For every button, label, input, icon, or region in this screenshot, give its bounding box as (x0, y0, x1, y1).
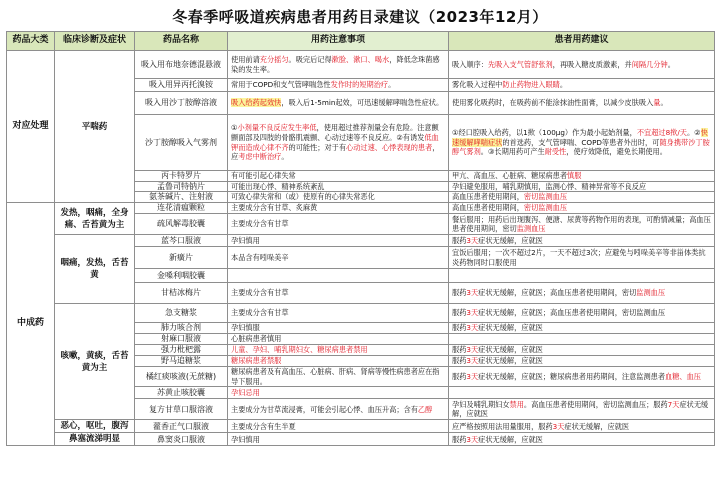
text-segment: 3天 (466, 308, 479, 318)
text-segment: 。高血压患者使用期间，密切监测血压；服药 (523, 399, 668, 409)
text-segment: 主要成分为甘草流浸膏，可能会引起心悸、血压升高；含有 (231, 404, 418, 414)
drug-name-cell: 肺力咳合剂 (135, 323, 228, 334)
notes-cell (228, 203, 449, 214)
notes-cell (228, 269, 449, 283)
text-segment: 的可能性；对于有 (288, 142, 347, 152)
text-segment: 服药 (452, 323, 467, 333)
text-segment: 。 (281, 152, 289, 162)
text-segment: 的首选药，支气管哮喘、COPD等患者外出时，可 (502, 137, 660, 147)
text-segment: 快速缓解哮喘症状 (452, 128, 708, 147)
drug-name-cell: 射麻口服液 (135, 334, 228, 345)
notes-cell (228, 420, 449, 433)
drug-name-cell: 丙卡特罗片 (135, 171, 228, 182)
text-segment: 。 (559, 80, 568, 90)
advice-cell (449, 192, 715, 203)
text-segment: 3天 (466, 288, 479, 298)
text-segment: 3天 (466, 323, 479, 333)
advice-cell (449, 304, 715, 323)
notes-cell (228, 171, 449, 182)
drug-name-cell: 苏黄止咳胶囊 (135, 387, 228, 399)
advice-cell (449, 235, 715, 247)
text-segment: 。② (686, 128, 701, 138)
drug-name-cell: 强力枇杷露 (135, 345, 228, 356)
text-segment: 高血压患者使用期间， (452, 203, 524, 213)
text-segment: 应严格按照用法用量服用，服药 (452, 421, 553, 431)
medication-table (6, 31, 715, 446)
text-segment: 本品含有吲哚美辛 (231, 252, 289, 262)
text-segment: 。 (660, 98, 668, 108)
text-segment: 漱脸、漱口、喝水 (331, 54, 390, 64)
text-segment: 症状无缓解，应就医 (478, 356, 543, 366)
advice-cell (449, 433, 715, 446)
text-segment: 孕妇忌用 (231, 388, 260, 398)
text-segment: ，使用超过推荐剂量会有危险。注意颤颤面部及四肢的骨骼肌震颤、心动过速等不良反应。 (231, 123, 439, 142)
text-segment: 症状无缓解，应就医 (478, 235, 543, 245)
advice-cell (449, 214, 715, 235)
text-segment: ①经口腔吸入给药，以1揿（100μg）作为最小起始剂量， (452, 128, 637, 138)
text-segment: 服药 (452, 371, 467, 381)
advice-cell (449, 51, 715, 79)
text-segment: 服药 (452, 345, 467, 355)
advice-cell (449, 334, 715, 345)
text-segment: 主要成分含有生半夏 (231, 421, 296, 431)
drug-name-cell: 连花清瘟颗粒 (135, 203, 228, 214)
text-segment: ②有诱发 (396, 132, 425, 142)
text-segment: 症状无缓解，应就医 (478, 345, 543, 355)
text-segment: 充分摇匀 (259, 54, 289, 64)
drug-name-cell: 孟鲁司特钠片 (135, 181, 228, 192)
text-segment: 宜饭后服用；一次不超过2片，一天不超过3次；应避免与吲哚美辛等非甾体类抗炎药物同时口服使用 (452, 248, 706, 267)
text-segment: 孕妇慎用 (231, 434, 260, 444)
text-segment: 主要成分含有甘草 (231, 288, 289, 298)
text-segment: 。 (388, 80, 396, 90)
drug-name-cell: 鼻窦炎口服液 (135, 433, 228, 446)
advice-cell (449, 171, 715, 182)
notes-cell (228, 433, 449, 446)
advice-cell (449, 203, 715, 214)
text-segment: 小剂量不良反应发生率低 (237, 123, 317, 133)
text-segment: ① (231, 123, 238, 133)
notes-cell (228, 214, 449, 235)
text-segment: 防止药物进入眼睛 (502, 80, 560, 90)
text-segment: 。吸完后记得 (288, 54, 332, 64)
text-segment: 。 (667, 59, 675, 69)
text-segment: 服药 (452, 235, 467, 245)
drug-name-cell: 氨茶碱片、注射液 (135, 192, 228, 203)
category-cell: 中成药 (7, 203, 55, 446)
diagnosis-cell: 咽痛，发热，舌苔黄 (55, 235, 135, 304)
notes-cell (228, 367, 449, 387)
text-segment: 症状无缓解，应就医 (452, 399, 709, 419)
text-segment: 血糖、血压 (665, 371, 701, 381)
text-segment: 有可能引起心律失常 (231, 171, 296, 180)
notes-cell (228, 356, 449, 367)
diagnosis-cell: 鼻塞流涕明显 (55, 433, 135, 446)
header-diagnosis: 临床诊断及症状 (55, 32, 135, 51)
advice-cell (449, 420, 715, 433)
notes-cell (228, 387, 449, 399)
text-segment: 3天 (466, 235, 479, 245)
text-segment: 心脏病患者慎用 (231, 334, 282, 344)
header-advice: 患者用药建议 (449, 32, 715, 51)
text-segment: 症状无缓解，应就医 (564, 421, 630, 431)
notes-cell (228, 115, 449, 171)
text-segment: 高血压患者使用期间， (452, 192, 524, 202)
text-segment: 服药 (452, 308, 467, 318)
header-row (7, 32, 715, 51)
drug-name-cell: 复方甘草口服溶液 (135, 399, 228, 420)
notes-cell (228, 235, 449, 247)
advice-cell (449, 181, 715, 192)
advice-cell (449, 345, 715, 356)
diagnosis-cell: 咳嗽，黄痰，舌苔黄为主 (55, 304, 135, 420)
diagnosis-cell: 恶心，呕吐，腹泻 (55, 420, 135, 433)
advice-cell (449, 115, 715, 171)
advice-cell (449, 387, 715, 399)
text-segment: 不宜超过8揿/天 (636, 128, 687, 138)
text-segment: 禁用 (509, 399, 524, 409)
header-category: 药品大类 (7, 32, 55, 51)
text-segment: 3天 (466, 356, 479, 366)
text-segment: 3天 (466, 345, 479, 355)
table-row (7, 304, 715, 323)
text-segment: 甲亢、高血压、心脏病、糖尿病患者 (452, 171, 568, 180)
text-segment: 糖尿病患者禁服 (231, 356, 282, 366)
text-segment: 症状无缓解，应就医；糖尿病患者用药期间，注意监测患者 (478, 371, 666, 381)
text-segment: 3天 (552, 421, 565, 431)
notes-cell (228, 247, 449, 269)
text-segment: ，再吸入糖皮质激素，并 (552, 59, 632, 69)
notes-cell (228, 192, 449, 203)
header-notes: 用药注意事项 (228, 32, 449, 51)
text-segment: 使用雾化吸药时，在吸药前不能涂抹油性面膏，以减少皮肤吸入 (452, 98, 654, 108)
drug-name-cell: 新癀片 (135, 247, 228, 269)
advice-cell (449, 92, 715, 115)
text-segment: 3天 (466, 371, 479, 381)
table-row (7, 433, 715, 446)
text-segment: 服药 (452, 288, 467, 298)
advice-cell (449, 399, 715, 420)
text-segment: 糖尿病患者及有高血压、心脏病、肝病、肾病等慢性病患者应在指导下服用。 (231, 367, 440, 386)
drug-name-cell: 疏风解毒胶囊 (135, 214, 228, 235)
advice-cell (449, 367, 715, 387)
text-segment: 心动过速、心悸表现的患者 (346, 142, 433, 152)
text-segment: 雾化吸入过程中 (452, 80, 503, 90)
advice-cell (449, 79, 715, 92)
text-segment: 耐受性 (544, 147, 567, 157)
text-segment: ，吸入后1-5min起效，可迅速缓解哮喘急性症状。 (281, 98, 444, 108)
table-row (7, 420, 715, 433)
text-segment: 孕妇慎服 (231, 323, 260, 333)
text-segment: 可致心律失常和（或）使原有的心律失常恶化 (231, 192, 375, 202)
text-segment: ，使疗效降低，避免长期使用。 (566, 147, 667, 157)
table-row (7, 235, 715, 247)
text-segment: 症状无缓解，应就医；高血压患者使用期间，密切 (478, 288, 637, 298)
advice-cell (449, 283, 715, 304)
drug-name-cell: 藿香正气口服液 (135, 420, 228, 433)
notes-cell (228, 345, 449, 356)
text-segment: 密切监测血压 (523, 203, 568, 213)
diagnosis-cell: 发热，咽痛，全身痛、舌苔黄为主 (55, 203, 135, 235)
advice-cell (449, 323, 715, 334)
text-segment: 餐后服用；用药后出现腹泻、便溏、尿黄等药物作用的表现，可酌情减量；高血压患者使用期间，密切 (452, 214, 711, 234)
text-segment: 密切监测血压 (523, 192, 568, 202)
text-segment: 量 (653, 98, 661, 108)
text-segment: 服药 (452, 356, 467, 366)
text-segment: 使用前请 (231, 54, 260, 64)
text-segment: 吸入给药起效快 (231, 98, 282, 108)
text-segment: 3天 (466, 434, 479, 444)
header-drug-name: 药品名称 (135, 32, 228, 51)
notes-cell (228, 51, 449, 79)
text-segment: 考虑中断治疗 (238, 152, 282, 162)
text-segment: 主要成分含有甘草 (231, 308, 289, 318)
notes-cell (228, 79, 449, 92)
advice-cell (449, 269, 715, 283)
notes-cell (228, 283, 449, 304)
text-segment: 发作时的短期治疗 (330, 80, 389, 90)
text-segment: ，应 (231, 142, 440, 162)
text-segment: 主要成分含有甘草 (231, 219, 289, 229)
text-segment: 症状无缓解，应就医 (478, 323, 543, 333)
text-segment: 症状无缓解，应就医 (478, 434, 543, 444)
category-cell: 对应处理 (7, 51, 55, 203)
drug-name-cell: 甘桔冰梅片 (135, 283, 228, 304)
notes-cell (228, 304, 449, 323)
table-row (7, 203, 715, 214)
text-segment: 乙醇 (417, 404, 433, 414)
text-segment: ，降低念珠菌感染的发生率。 (231, 54, 440, 74)
text-segment: 随身携带沙丁胺醇气雾剂 (452, 137, 710, 157)
drug-name-cell: 橘红痰咳液(无蔗糖) (135, 367, 228, 387)
drug-name-cell: 沙丁胺醇吸入气雾剂 (135, 115, 228, 171)
notes-cell (228, 323, 449, 334)
drug-name-cell: 吸入用布地奈德混悬液 (135, 51, 228, 79)
text-segment: 儿童、孕妇、哺乳期妇女、糖尿病患者禁用 (231, 345, 368, 355)
text-segment: 间隔几分钟 (631, 59, 668, 69)
text-segment: 慎服 (567, 171, 582, 180)
notes-cell (228, 334, 449, 345)
text-segment: 监测血压 (636, 288, 666, 298)
text-segment: 可能出现心悸、精神系统紊乱 (231, 181, 325, 191)
drug-name-cell: 蓝芩口服液 (135, 235, 228, 247)
drug-name-cell: 金嗓利咽胶囊 (135, 269, 228, 283)
text-segment: 低血钾而造成心律不齐 (231, 132, 439, 152)
drug-name-cell: 吸入用异丙托溴铵 (135, 79, 228, 92)
text-segment: 服药 (452, 434, 467, 444)
drug-name-cell: 野马追糖浆 (135, 356, 228, 367)
text-segment: 症状无缓解，应就医；高血压患者使用期间，密切监测血压 (478, 308, 666, 318)
notes-cell (228, 399, 449, 420)
diagnosis-cell: 平喘药 (55, 51, 135, 203)
text-segment: 常用于COPD和支气管哮喘急性 (231, 80, 331, 90)
text-segment: 孕妇慎用 (231, 235, 260, 245)
table-row (7, 51, 715, 79)
document-title: 冬春季呼吸道疾病患者用药目录建议（2023年12月） (172, 8, 548, 26)
text-segment: 。③长期用药可产生 (480, 147, 545, 157)
notes-cell (228, 181, 449, 192)
text-segment: 孕妇及哺乳期妇女 (452, 399, 510, 409)
drug-name-cell: 急支糖浆 (135, 304, 228, 323)
notes-cell (228, 92, 449, 115)
drug-name-cell: 吸入用沙丁胺醇溶液 (135, 92, 228, 115)
table-body (7, 51, 715, 446)
advice-cell (449, 247, 715, 269)
text-segment: 监测血压 (516, 224, 546, 234)
advice-cell (449, 356, 715, 367)
text-segment: 先吸入支气管舒张剂 (487, 59, 553, 69)
text-segment: 7天 (667, 399, 680, 409)
text-segment: 主要成分含有甘草、炙麻黄 (231, 203, 318, 213)
text-segment: 孕妇避免服用，哺乳期慎用，监测心悸、精神异常等不良反应 (452, 181, 647, 191)
text-segment: 吸入顺序： (452, 59, 488, 69)
